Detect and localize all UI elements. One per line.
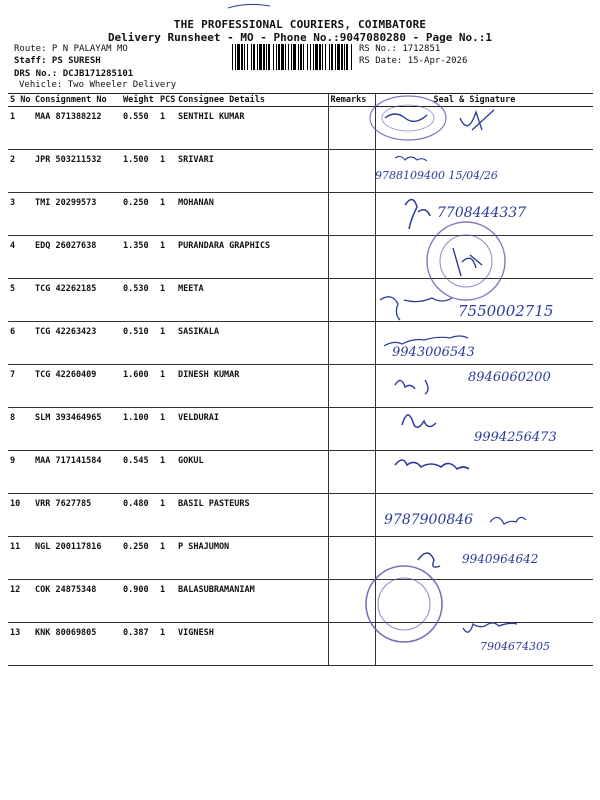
cell-weight: 0.530	[121, 279, 158, 322]
cell-consignee: SASIKALA	[176, 322, 328, 365]
runsheet-table	[8, 93, 593, 666]
table-row	[8, 236, 593, 279]
col-seal-signature: Seal & Signature	[375, 94, 593, 107]
cell-consignee: VELDURAI	[176, 408, 328, 451]
cell-sno: 9	[8, 451, 33, 494]
table-row	[8, 107, 593, 150]
phone-row10: 9787900846	[384, 512, 474, 528]
cell-seal-signature	[375, 580, 593, 623]
cell-seal-signature	[375, 537, 593, 580]
cell-weight: 0.550	[121, 107, 158, 150]
col-consignee: Consignee Details	[176, 94, 328, 107]
cell-remarks	[328, 322, 375, 365]
phone-row8: 9994256473	[474, 430, 557, 445]
cell-consignment: JPR 503211532	[33, 150, 121, 193]
cell-seal-signature	[375, 494, 593, 537]
cell-consignment: MAA 871388212	[33, 107, 121, 150]
table-header	[8, 94, 593, 107]
cell-remarks	[328, 279, 375, 322]
table-row	[8, 322, 593, 365]
cell-seal-signature	[375, 451, 593, 494]
cell-sno: 11	[8, 537, 33, 580]
cell-weight: 0.480	[121, 494, 158, 537]
cell-consignment: SLM 393464965	[33, 408, 121, 451]
cell-pcs: 1	[158, 150, 176, 193]
cell-consignee: P SHAJUMON	[176, 537, 328, 580]
cell-remarks	[328, 236, 375, 279]
cell-sno: 6	[8, 322, 33, 365]
table-row	[8, 408, 593, 451]
table-row	[8, 193, 593, 236]
cell-weight: 0.510	[121, 322, 158, 365]
cell-seal-signature	[375, 623, 593, 666]
phone-row13: 7904674305	[480, 640, 550, 653]
drs-number: DRS No.: DCJB171285101	[14, 69, 134, 79]
table-row	[8, 623, 593, 666]
cell-seal-signature	[375, 193, 593, 236]
phone-row11: 9940964642	[462, 552, 539, 566]
cell-consignee: SENTHIL KUMAR	[176, 107, 328, 150]
cell-seal-signature	[375, 365, 593, 408]
table-row	[8, 580, 593, 623]
phone-row7: 8946060200	[468, 370, 551, 385]
runsheet-title: Delivery Runsheet - MO - Phone No.:9047080280 - Page No.:1	[107, 31, 493, 44]
cell-remarks	[328, 107, 375, 150]
cell-sno: 3	[8, 193, 33, 236]
cell-pcs: 1	[158, 193, 176, 236]
cell-remarks	[328, 150, 375, 193]
col-consignment: Consignment No	[33, 94, 121, 107]
col-pcs: PCS	[160, 95, 176, 105]
phone-row6: 9943006543	[392, 345, 475, 360]
cell-remarks	[328, 193, 375, 236]
cell-pcs: 1	[158, 580, 176, 623]
table-row	[8, 537, 593, 580]
cell-sno: 1	[8, 107, 33, 150]
cell-weight: 1.500	[121, 150, 158, 193]
cell-weight: 0.387	[121, 623, 158, 666]
cell-consignee: MEETA	[176, 279, 328, 322]
cell-consignee: GOKUL	[176, 451, 328, 494]
col-weight: Weight	[121, 94, 158, 107]
cell-sno: 4	[8, 236, 33, 279]
cell-pcs: 1	[158, 322, 176, 365]
cell-pcs: 1	[158, 107, 176, 150]
cell-consignee: SRIVARI	[176, 150, 328, 193]
cell-remarks	[328, 365, 375, 408]
company-name: THE PROFESSIONAL COURIERS, COIMBATORE	[173, 18, 427, 31]
cell-consignee: BASIL PASTEURS	[176, 494, 328, 537]
cell-consignment: TCG 42263423	[33, 322, 121, 365]
cell-sno: 5	[8, 279, 33, 322]
staff-label: Staff: PS SURESH	[14, 56, 101, 66]
cell-weight: 1.100	[121, 408, 158, 451]
cell-pcs: 1	[158, 623, 176, 666]
rs-date: RS Date: 15-Apr-2026	[359, 56, 468, 66]
cell-consignment: EDQ 26027638	[33, 236, 121, 279]
table-row	[8, 451, 593, 494]
phone-row2: 9788109400 15/04/26	[375, 169, 498, 182]
cell-consignment: NGL 200117816	[33, 537, 121, 580]
vehicle-label: Vehicle: Two Wheeler Delivery	[19, 80, 177, 90]
cell-pcs: 1	[158, 236, 176, 279]
col-sno: S No	[8, 94, 33, 107]
cell-sno: 7	[8, 365, 33, 408]
cell-sno: 10	[8, 494, 33, 537]
cell-consignee: BALASUBRAMANIAM	[176, 580, 328, 623]
cell-weight: 1.600	[121, 365, 158, 408]
cell-seal-signature	[375, 150, 593, 193]
route-label: Route: P N PALAYAM MO	[14, 44, 128, 54]
cell-sno: 12	[8, 580, 33, 623]
cell-consignment: TMI 20299573	[33, 193, 121, 236]
cell-pcs: 1	[158, 365, 176, 408]
phone-row5: 7550002715	[458, 302, 554, 320]
cell-remarks	[328, 580, 375, 623]
cell-seal-signature	[375, 322, 593, 365]
phone-row3: 7708444337	[437, 205, 527, 221]
cell-pcs: 1	[158, 451, 176, 494]
table-row	[8, 365, 593, 408]
rs-number: RS No.: 1712851	[359, 44, 441, 54]
barcode	[232, 44, 356, 70]
cell-seal-signature	[375, 107, 593, 150]
cell-remarks	[328, 408, 375, 451]
table-row	[8, 494, 593, 537]
cell-remarks	[328, 537, 375, 580]
cell-sno: 13	[8, 623, 33, 666]
cell-consignment: VRR 7627785	[33, 494, 121, 537]
cell-pcs: 1	[158, 537, 176, 580]
table-row	[8, 150, 593, 193]
cell-pcs: 1	[158, 494, 176, 537]
cell-consignment: COK 24875348	[33, 580, 121, 623]
cell-seal-signature	[375, 236, 593, 279]
cell-consignment: MAA 717141584	[33, 451, 121, 494]
cell-consignee: VIGNESH	[176, 623, 328, 666]
cell-consignment: KNK 80069805	[33, 623, 121, 666]
cell-consignee: MOHANAN	[176, 193, 328, 236]
cell-remarks	[328, 451, 375, 494]
cell-weight: 0.250	[121, 537, 158, 580]
cell-pcs: 1	[158, 408, 176, 451]
cell-consignee: DINESH KUMAR	[176, 365, 328, 408]
cell-remarks	[328, 494, 375, 537]
col-remarks: Remarks	[328, 94, 375, 107]
table-row	[8, 279, 593, 322]
cell-seal-signature	[375, 279, 593, 322]
cell-remarks	[328, 623, 375, 666]
cell-weight: 1.350	[121, 236, 158, 279]
cell-weight: 0.545	[121, 451, 158, 494]
cell-weight: 0.250	[121, 193, 158, 236]
cell-consignee: PURANDARA GRAPHICS	[176, 236, 328, 279]
cell-seal-signature	[375, 408, 593, 451]
cell-consignment: TCG 42260409	[33, 365, 121, 408]
cell-consignment: TCG 42262185	[33, 279, 121, 322]
cell-weight: 0.900	[121, 580, 158, 623]
cell-sno: 2	[8, 150, 33, 193]
cell-pcs: 1	[158, 279, 176, 322]
cell-sno: 8	[8, 408, 33, 451]
